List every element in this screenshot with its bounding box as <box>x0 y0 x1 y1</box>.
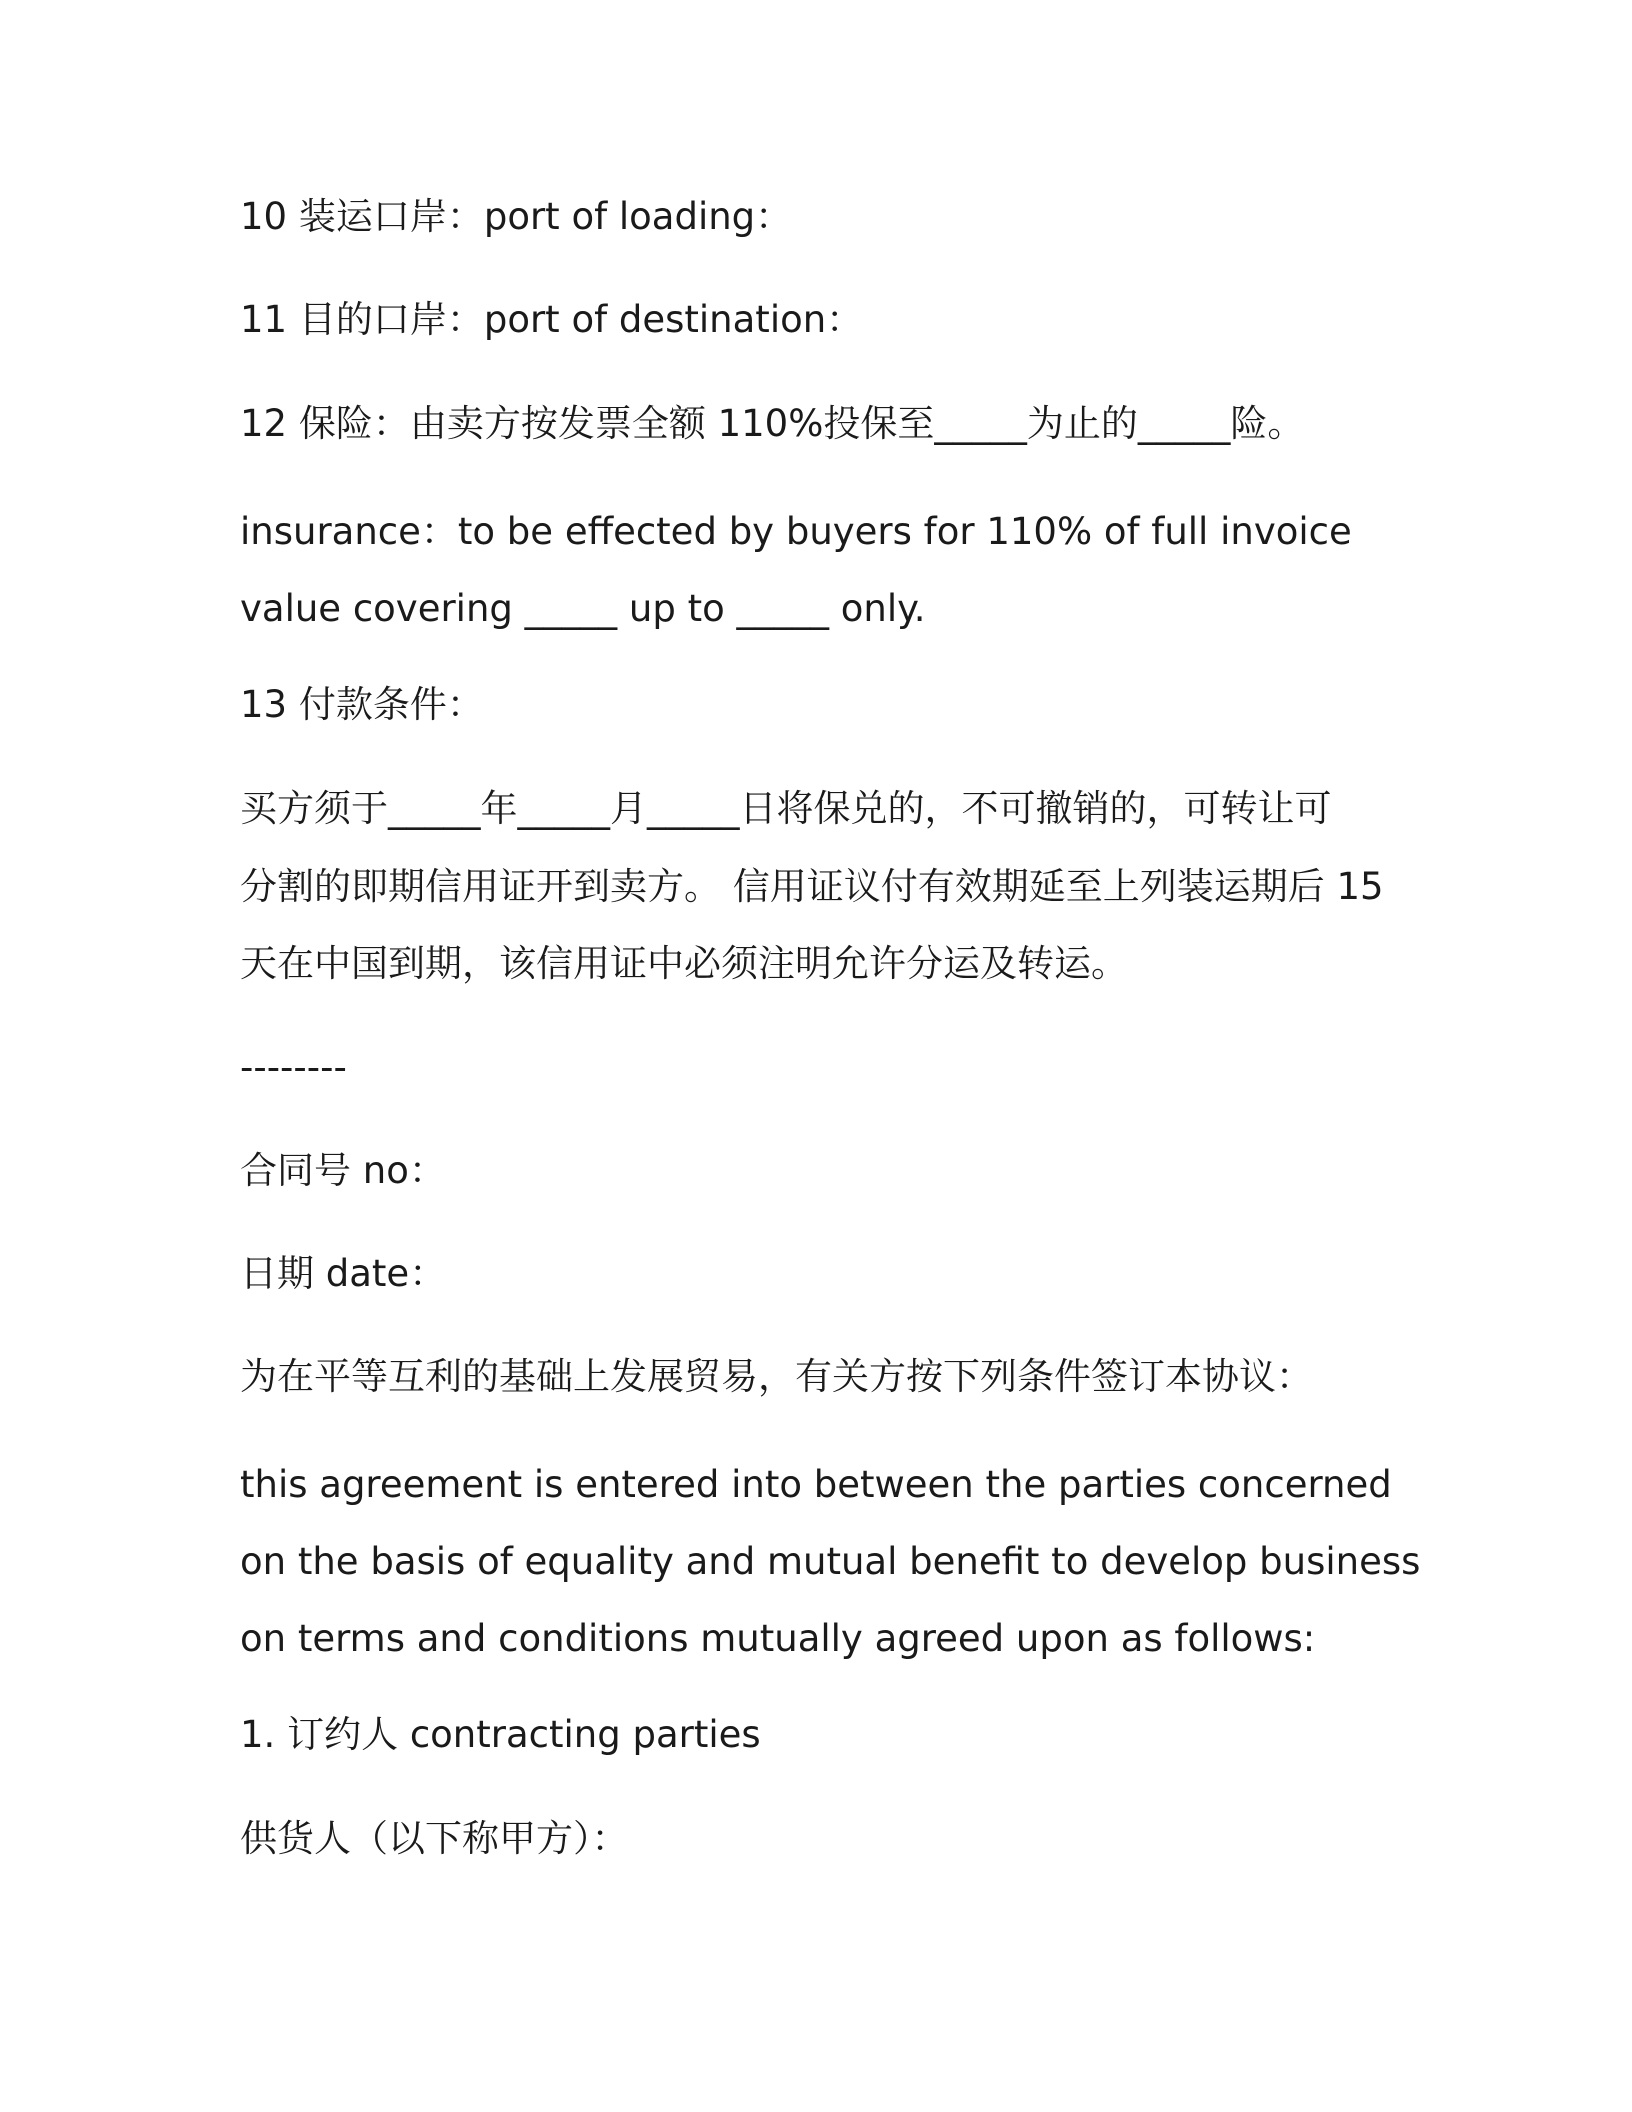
clause-11-port-of-destination: 11 目的口岸：port of destination： <box>240 298 864 341</box>
preamble-cn: 为在平等互利的基础上发展贸易，有关方按下列条件签订本协议： <box>240 1355 1313 1398</box>
payment-terms-body-line1: 买方须于_____年_____月_____日将保兑的，不可撤销的，可转让可 <box>240 787 1332 830</box>
contract-date: 日期 date： <box>240 1252 447 1295</box>
payment-terms-body-line2: 分割的即期信用证开到卖方。 信用证议付有效期延至上列装运期后 15 <box>240 865 1384 908</box>
preamble-en-line3: on terms and conditions mutually agreed upon as follows: <box>240 1617 1316 1660</box>
section-separator: -------- <box>240 1046 347 1089</box>
payment-terms-body-line3: 天在中国到期，该信用证中必须注明允许分运及转运。 <box>240 942 1128 985</box>
clause-12-insurance-cn: 12 保险：由卖方按发票全额 110%投保至_____为止的_____险。 <box>240 402 1305 445</box>
section-1-contracting-parties: 1. 订约人 contracting parties <box>240 1713 761 1756</box>
clause-12-insurance-en-line1: insurance：to be effected by buyers for 110% of full invoice <box>240 510 1352 553</box>
preamble-en-line1: this agreement is entered into between the parties concerned <box>240 1463 1392 1506</box>
clause-10-port-of-loading: 10 装运口岸：port of loading： <box>240 195 793 238</box>
contract-number: 合同号 no： <box>240 1149 446 1192</box>
clause-12-insurance-en-line2: value covering _____ up to _____ only. <box>240 587 926 630</box>
preamble-en-line2: on the basis of equality and mutual benefit to develop business <box>240 1540 1421 1583</box>
supplier-party-a: 供货人（以下称甲方）： <box>240 1817 629 1860</box>
clause-13-payment-terms: 13 付款条件： <box>240 683 484 726</box>
